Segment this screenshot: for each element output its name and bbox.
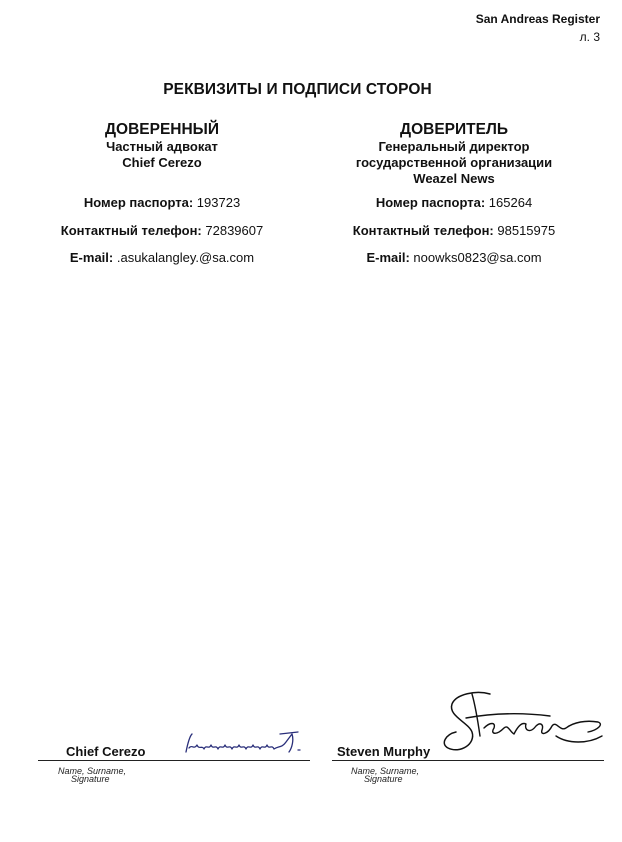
passport-value: 165264 — [488, 195, 533, 210]
signatory-name-right: Steven Murphy — [337, 744, 431, 759]
party-description-line: Генеральный директор — [378, 139, 530, 154]
signatory-name-left: Chief Cerezo — [66, 744, 146, 759]
party-description-line: Chief Cerezo — [122, 155, 202, 170]
party-trustee — [12, 120, 312, 265]
signature-right-image — [438, 688, 608, 758]
email-field — [304, 250, 604, 266]
page-number: л. 3 — [579, 30, 600, 44]
caption-name-surname: Name, Surname, — [351, 766, 420, 776]
document-title: РЕКВИЗИТЫ И ПОДПИСИ СТОРОН — [163, 81, 432, 98]
signature-caption-right — [351, 767, 419, 783]
signature-left-image — [180, 728, 305, 758]
email-field — [12, 250, 312, 266]
email-label: E-mail: — [69, 250, 114, 265]
caption-signature: Signature — [71, 774, 110, 784]
organization-name: San Andreas Register — [475, 12, 600, 26]
email-label: E-mail: — [366, 250, 410, 265]
passport-value: 193723 — [196, 195, 241, 210]
party-description-line: государственной организации — [355, 155, 553, 170]
email-value: .asukalangley.@sa.com — [116, 250, 255, 265]
party-description-line: Weazel News — [413, 171, 495, 186]
party-role: ДОВЕРИТЕЛЬ — [400, 121, 508, 138]
phone-value: 72839607 — [205, 223, 264, 238]
phone-field — [304, 223, 604, 239]
passport-field — [304, 195, 604, 211]
phone-label: Контактный телефон: — [60, 223, 202, 238]
caption-signature: Signature — [364, 774, 403, 784]
phone-value: 98515975 — [497, 223, 556, 238]
phone-field — [12, 223, 312, 239]
party-description-line: Частный адвокат — [106, 139, 218, 154]
caption-name-surname: Name, Surname, — [58, 766, 127, 776]
passport-label: Номер паспорта: — [375, 195, 486, 210]
passport-field — [12, 195, 312, 211]
signature-line-left — [38, 760, 310, 761]
party-role: ДОВЕРЕННЫЙ — [104, 121, 219, 138]
signature-caption-left — [58, 767, 126, 783]
phone-label: Контактный телефон: — [352, 223, 494, 238]
email-value: noowks0823@sa.com — [413, 250, 542, 265]
signature-line-right — [332, 760, 604, 761]
passport-label: Номер паспорта: — [83, 195, 194, 210]
party-principal — [304, 120, 604, 265]
